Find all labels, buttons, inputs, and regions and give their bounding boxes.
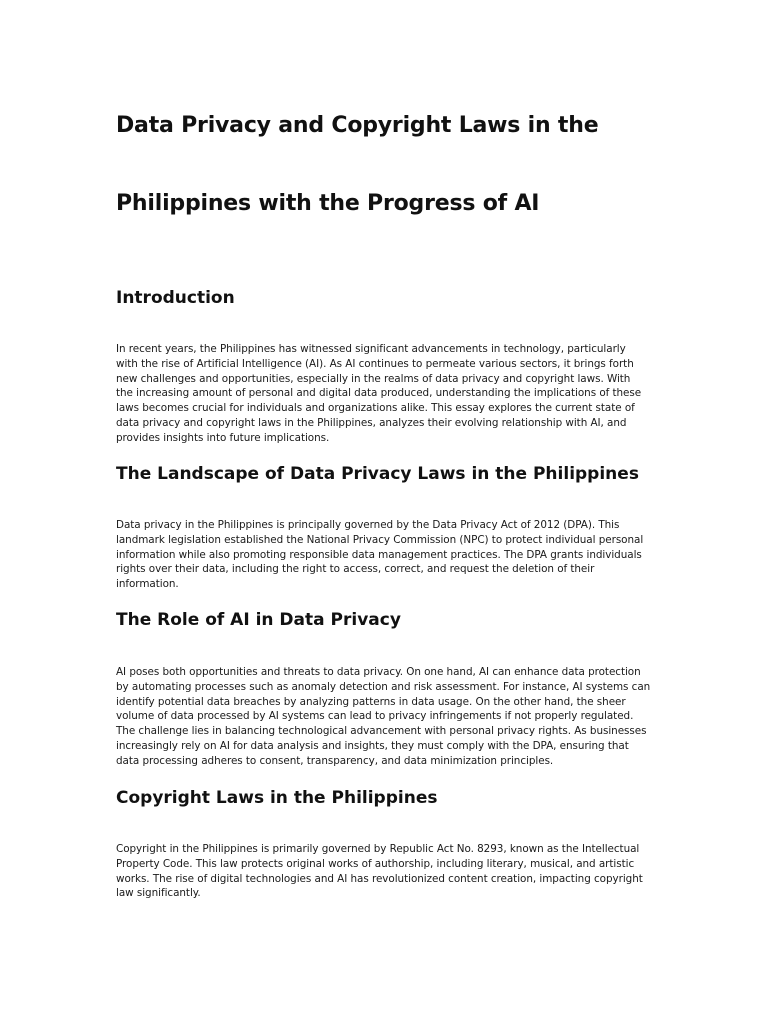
section-heading-copyright-laws: Copyright Laws in the Philippines [116, 788, 438, 808]
paragraph-line: data processing adheres to consent, transparency, and data minimization principles. [116, 754, 554, 767]
paragraph-line: works. The rise of digital technologies and AI has revolutionized content creation, impacting copyright [116, 872, 643, 885]
paragraph-line: the increasing amount of personal and digital data produced, understanding the implications of these [116, 387, 642, 400]
section-paragraph-role-of-ai [116, 665, 652, 769]
paragraph-line: Copyright in the Philippines is primarily governed by Republic Act No. 8293, known as the Intellectual [116, 843, 640, 855]
section-paragraph-data-privacy-landscape [116, 518, 652, 592]
paragraph-line: information. [116, 578, 179, 591]
paragraph-line: volume of data processed by AI systems can lead to privacy infringements if not properly regulated. [116, 710, 634, 723]
paragraph-line: The challenge lies in balancing technological advancement with personal privacy rights. As businesses [116, 725, 647, 738]
paragraph-line: information while also promoting responsible data management practices. The DPA grants individuals [116, 548, 642, 561]
document-title-line-1: Data Privacy and Copyright Laws in the [116, 113, 599, 138]
paragraph-line: law significantly. [116, 887, 201, 900]
paragraph-line: laws becomes crucial for individuals and organizations alike. This essay explores the current state of [116, 402, 635, 415]
document-title-line-2: Philippines with the Progress of AI [116, 191, 540, 216]
section-heading-role-of-ai: The Role of AI in Data Privacy [116, 610, 401, 630]
paragraph-line: identify potential data breaches by analyzing patterns in data usage. On the other hand, the sheer [116, 695, 626, 708]
paragraph-line: In recent years, the Philippines has witnessed significant advancements in technology, particularly [116, 343, 626, 355]
paragraph-line: Data privacy in the Philippines is principally governed by the Data Privacy Act of 2012 (DPA). This [116, 519, 620, 531]
section-heading-data-privacy-landscape: The Landscape of Data Privacy Laws in the Philippines [116, 464, 639, 484]
paragraph-line: AI poses both opportunities and threats to data privacy. On one hand, AI can enhance data protection [116, 666, 641, 678]
section-paragraph-introduction [116, 342, 652, 446]
paragraph-line: increasingly rely on AI for data analysis and insights, they must comply with the DPA, ensuring that [116, 739, 629, 752]
paragraph-line: new challenges and opportunities, especially in the realms of data privacy and copyright laws. With [116, 372, 631, 385]
paragraph-line: rights over their data, including the right to access, correct, and request the deletion of their [116, 563, 595, 576]
paragraph-line: by automating processes such as anomaly detection and risk assessment. For instance, AI systems can [116, 680, 651, 693]
section-paragraph-copyright-laws [116, 842, 652, 901]
paragraph-line: provides insights into future implications. [116, 431, 330, 444]
section-heading-introduction: Introduction [116, 288, 235, 308]
paragraph-line: Property Code. This law protects original works of authorship, including literary, musical, and artistic [116, 857, 635, 870]
paragraph-line: with the rise of Artificial Intelligence (AI). As AI continues to permeate various sectors, it brings forth [116, 357, 634, 370]
paragraph-line: landmark legislation established the National Privacy Commission (NPC) to protect individual personal [116, 533, 644, 546]
paragraph-line: data privacy and copyright laws in the Philippines, analyzes their evolving relationship with AI, and [116, 416, 627, 429]
